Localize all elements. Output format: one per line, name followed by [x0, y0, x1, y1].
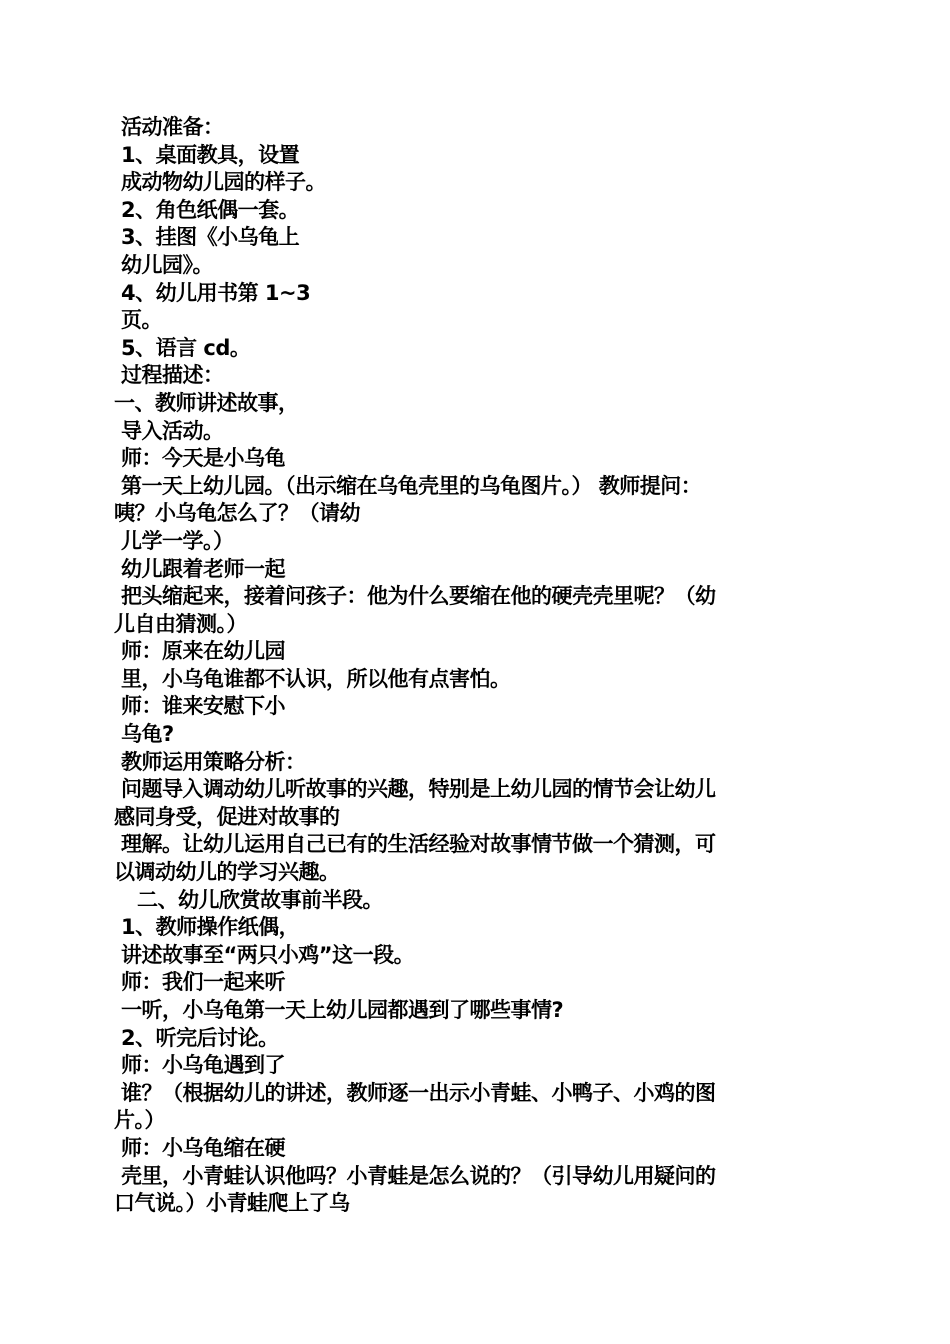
text-line: 讲述故事至“两只小鸡”这一段。 — [121, 942, 415, 967]
text-line: 师：谁来安慰下小 — [121, 694, 285, 719]
document-body — [114, 114, 829, 1218]
text-line: 一听，小乌龟第一天上幼儿园都遇到了哪些事情? — [121, 998, 564, 1022]
text-line: 2、角色纸偶一套。 — [121, 197, 300, 222]
text-line: 师：我们一起来听 — [121, 970, 285, 995]
text-line: 师：小乌龟缩在硬 — [121, 1135, 285, 1160]
text-line: 过程描述： — [121, 363, 224, 388]
text-line: 师：原来在幼儿园 — [121, 639, 285, 664]
text-line: 1、教师操作纸偶， — [121, 915, 300, 940]
text-line: 以调动幼儿的学习兴趣。 — [114, 860, 340, 885]
text-line: 活动准备： — [121, 115, 224, 139]
text-line: 5、语言 cd。 — [121, 335, 251, 360]
text-line: 儿学一学。） — [121, 528, 234, 553]
text-line: 把头缩起来，接着问孩子：他为什么要缩在他的硬壳壳里呢？（幼 — [121, 584, 716, 609]
text-line: 问题导入调动幼儿听故事的兴趣，特别是上幼儿园的情节会让幼儿 — [121, 777, 716, 802]
text-line: 理解。让幼儿运用自己已有的生活经验对故事情节做一个猜测，可 — [121, 832, 716, 857]
text-line: 导入活动。 — [121, 418, 224, 443]
text-line: 咦？小乌龟怎么了？（请幼 — [114, 501, 360, 526]
text-line: 成动物幼儿园的样子。 — [121, 170, 326, 195]
text-line: 页。 — [121, 308, 162, 333]
text-line: 幼儿园》。 — [121, 252, 213, 277]
text-line: 谁？（根据幼儿的讲述，教师逐一出示小青蛙、小鸭子、小鸡的图 — [121, 1080, 716, 1105]
text-line: 片。） — [114, 1108, 165, 1133]
section-heading: 二、幼儿欣赏故事前半段。 — [137, 887, 383, 912]
text-line: 师：今天是小乌龟 — [121, 446, 285, 471]
text-line: 乌龟? — [121, 722, 174, 747]
text-line: 一、教师讲述故事， — [114, 390, 299, 415]
text-line: 1、桌面教具，设置 — [121, 142, 300, 167]
text-line: 3、挂图《小乌龟上 — [121, 225, 300, 250]
text-line: 2、听完后讨论。 — [121, 1025, 279, 1050]
text-line: 幼儿跟着老师一起 — [121, 556, 285, 581]
text-line: 第一天上幼儿园。（出示缩在乌龟壳里的乌龟图片。） 教师提问： — [121, 473, 702, 498]
text-line: 儿自由猜测。） — [114, 611, 247, 636]
text-line: 4、幼儿用书第 1~3 — [121, 280, 311, 305]
text-line: 师：小乌龟遇到了 — [121, 1053, 285, 1078]
text-line: 口气说。）小青蛙爬上了乌 — [114, 1191, 350, 1216]
text-line: 感同身受，促进对故事的 — [114, 804, 340, 829]
text-line: 壳里，小青蛙认识他吗？小青蛙是怎么说的？（引导幼儿用疑问的 — [121, 1163, 716, 1188]
text-line: 里，小乌龟谁都不认识，所以他有点害怕。 — [121, 666, 511, 691]
text-line: 教师运用策略分析： — [121, 749, 306, 774]
